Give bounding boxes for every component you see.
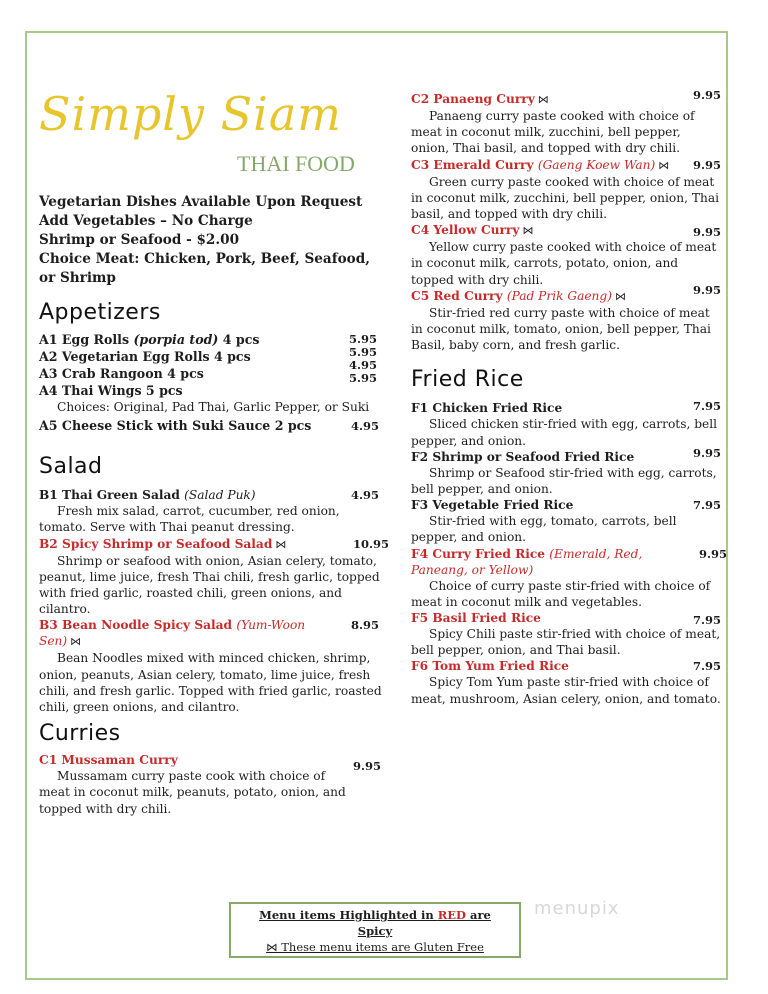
price-b1: 4.95 (350, 488, 379, 503)
price-b2: 10.95 (352, 536, 389, 551)
note-vegetables: Add Vegetables – No Charge (39, 213, 253, 229)
price-c1: 9.95 (352, 759, 381, 774)
menu-desc-c3: Green curry paste cooked with choice of meat in coconut milk, zucchini, bell pepper, onion, Thai basil, and topped with dry chili. (411, 174, 719, 222)
menu-desc-b2: Shrimp or seafood with onion, Asian celery, tomato, peanut, lime juice, fresh Thai chili, fresh garlic, topped with fried garlic, roasted chili, green onions, and cilantro. (39, 553, 380, 617)
menu-notes (39, 193, 389, 288)
appetizer-prices (349, 333, 377, 385)
section-title-fried-rice: Fried Rice (411, 367, 524, 393)
menu-desc-c5: Stir-fried red curry paste with choice of meat in coconut milk, tomato, onion, bell pepper, Thai Basil, baby corn, and fresh garlic. (411, 305, 711, 353)
section-title-curries: Curries (39, 721, 121, 747)
menu-desc-f6: Spicy Tom Yum paste stir-fried with choice of meat, mushroom, Asian celery, onion, and tomato. (411, 675, 721, 706)
gluten-free-icon: ⋈ (537, 93, 549, 106)
watermark-logo: menupix (534, 898, 620, 919)
menu-item-f3: F3 Vegetable Fried Rice 7.95 Stir-fried with egg, tomato, carrots, bell pepper, and onion. (411, 498, 721, 545)
menu-item-c2: C2 Panaeng Curry ⋈ 9.95 Panaeng curry paste cooked with choice of meat in coconut milk, zucchini, bell pepper, onion, Thai basil, and topped with dry chili. (411, 88, 721, 156)
menu-desc-c1: Mussamam curry paste cook with choice of meat in coconut milk, peanuts, potato, onion, and topped with dry chili. (39, 769, 346, 816)
menu-item-a2: A2 Vegetarian Egg Rolls 4 pcs (39, 349, 251, 364)
price-a2: 5.95 (348, 345, 377, 359)
section-title-appetizers: Appetizers (39, 300, 161, 325)
price-f1: 7.95 (692, 399, 721, 414)
menu-desc-f1: Sliced chicken stir-fried with egg, carrots, bell pepper, and onion. (411, 417, 718, 448)
price-c4: 9.95 (692, 225, 721, 240)
menu-item-c4: C4 Yellow Curry ⋈ 9.95 Yellow curry paste cooked with choice of meat in coconut milk, carrots, potato, onion, and topped with dry chili. (411, 223, 721, 287)
menu-item-c5: C5 Red Curry (Pad Prik Gaeng) ⋈ 9.95 Stir-fried red curry paste with choice of meat in coconut milk, tomato, onion, bell pepper, Thai Basil, baby corn, and fresh garlic. (411, 282, 721, 353)
menu-item-a4: A4 Thai Wings 5 pcs (39, 383, 183, 398)
gluten-free-icon: ⋈ (275, 537, 287, 551)
gluten-free-icon: ⋈ (522, 224, 534, 238)
gluten-free-icon: ⋈ (658, 158, 670, 172)
note-seafood: Shrimp or Seafood - $2.00 (39, 232, 240, 248)
price-f4: 9.95 (698, 546, 727, 561)
price-f3: 7.95 (692, 498, 721, 513)
menu-desc-b1: Fresh mix salad, carrot, cucumber, red onion, tomato. Serve with Thai peanut dressing. (39, 504, 340, 535)
menu-item-f5: F5 Basil Fried Rice 7.95 Spicy Chili paste stir-fried with choice of meat, bell pepper, onion, and Thai basil. (411, 611, 721, 658)
right-column (411, 88, 727, 707)
menu-desc-a4: Choices: Original, Pad Thai, Garlic Pepper, or Suki (57, 400, 370, 414)
note-vegetarian: Vegetarian Dishes Available Upon Request (39, 194, 363, 210)
legend-gluten-free-line: ⋈ These menu items are Gluten Free (266, 940, 484, 954)
brand-subtitle: THAI FOOD (237, 151, 355, 176)
menu-desc-f3: Stir-fried with egg, tomato, carrots, bell pepper, and onion. (411, 514, 677, 545)
menu-desc-f2: Shrimp or Seafood stir-fried with egg, carrots, bell pepper, and onion. (411, 465, 717, 497)
menu-item-c1: C1 Mussaman Curry 9.95 Mussamam curry paste cook with choice of meat in coconut milk, peanuts, potato, onion, and topped with dry chili. (39, 752, 389, 817)
menu-desc-b3: Bean Noodles mixed with minced chicken, shrimp, onion, peanuts, Asian celery, tomato, lime juice, fresh chili, and fresh garlic. Topped with fried garlic, roasted chili, green onions, and cilantro. (39, 651, 382, 715)
section-title-salad: Salad (39, 454, 103, 480)
price-f2: 9.95 (692, 445, 721, 460)
menu-item-f6: F6 Tom Yum Fried Rice 7.95 Spicy Tom Yum paste stir-fried with choice of meat, mushroom, Asian celery, onion, and tomato. (411, 659, 721, 706)
menu-item-c3: C3 Emerald Curry (Gaeng Koew Wan) ⋈ 9.95 Green curry paste cooked with choice of meat in coconut milk, zucchini, bell pepper, onion, Thai basil, and topped with dry chili. (411, 157, 721, 222)
price-c2: 9.95 (692, 88, 721, 102)
menu-item-b2: B2 Spicy Shrimp or Seafood Salad ⋈ 10.95 Shrimp or seafood with onion, Asian celery, tomato, peanut, lime juice, fresh Thai chili, fresh garlic, topped with fried garlic, roasted chili, green onions, and cilantro. (39, 536, 389, 617)
price-c3: 9.95 (692, 157, 721, 172)
menu-item-f2: F2 Shrimp or Seafood Fried Rice 9.95 Shrimp or Seafood stir-fried with egg, carrots, bell pepper, and onion. (411, 445, 721, 497)
price-c5: 9.95 (692, 282, 721, 297)
menu-item-a1: A1 Egg Rolls (porpia tod) 4 pcs (39, 332, 260, 347)
left-column (39, 85, 389, 817)
price-a1: 5.95 (348, 332, 377, 346)
menu-item-b3: B3 Bean Noodle Spicy Salad (Yum-Woon Sen) ⋈ 8.95 Bean Noodles mixed with minced chicken, shrimp, onion, peanuts, Asian celery, tomato, lime juice, fresh chili, and fresh garlic. Topped with fried garlic, roasted chili, green onions, and cilantro. (39, 617, 389, 715)
price-a3: 4.95 (348, 358, 377, 372)
price-f6: 7.95 (692, 659, 721, 674)
menu-desc-f5: Spicy Chili paste stir-fried with choice of meat, bell pepper, onion, and Thai basil. (411, 627, 721, 658)
menu-item-f4: F4 Curry Fried Rice (Emerald, Red, Paneang, or Yellow) 9.95 Choice of curry paste stir-fried with choice of meat in coconut milk and vegetables. (411, 546, 727, 609)
menu-item-b1: B1 Thai Green Salad (Salad Puk) 4.95 Fresh mix salad, carrot, cucumber, red onion, tomato. Serve with Thai peanut dressing. (39, 487, 389, 535)
menu-desc-f4: Choice of curry paste stir-fried with choice of meat in coconut milk and vegetables. (411, 578, 711, 609)
menu-item-a3: A3 Crab Rangoon 4 pcs (39, 366, 204, 381)
gluten-free-icon: ⋈ (70, 635, 82, 649)
appetizer-list (39, 331, 389, 399)
price-a4: 5.95 (348, 371, 377, 385)
legend-spicy-word: Spicy (357, 924, 393, 938)
price-b3: 8.95 (350, 618, 379, 633)
note-choice-meat: Choice Meat: Chicken, Pork, Beef, Seafood, or Shrimp (39, 251, 370, 286)
legend-box (229, 902, 521, 958)
menu-desc-c2: Panaeng curry paste cooked with choice of meat in coconut milk, zucchini, bell pepper, onion, Thai basil, and topped with dry chili. (411, 109, 695, 156)
legend-spicy-line: Menu items Highlighted in RED are (259, 908, 491, 922)
brand-name: Simply Siam (39, 87, 342, 141)
menu-desc-c4: Yellow curry paste cooked with choice of meat in coconut milk, carrots, potato, onion, and topped with dry chili. (411, 240, 717, 287)
price-a5: 4.95 (350, 419, 379, 434)
gluten-free-icon: ⋈ (614, 289, 626, 303)
price-f5: 7.95 (692, 613, 721, 628)
menu-item-f1: F1 Chicken Fried Rice 7.95 Sliced chicken stir-fried with egg, carrots, bell pepper, and onion. (411, 399, 721, 448)
menu-item-a5: A5 Cheese Stick with Suki Sauce 2 pcs 4.95 (39, 418, 379, 434)
